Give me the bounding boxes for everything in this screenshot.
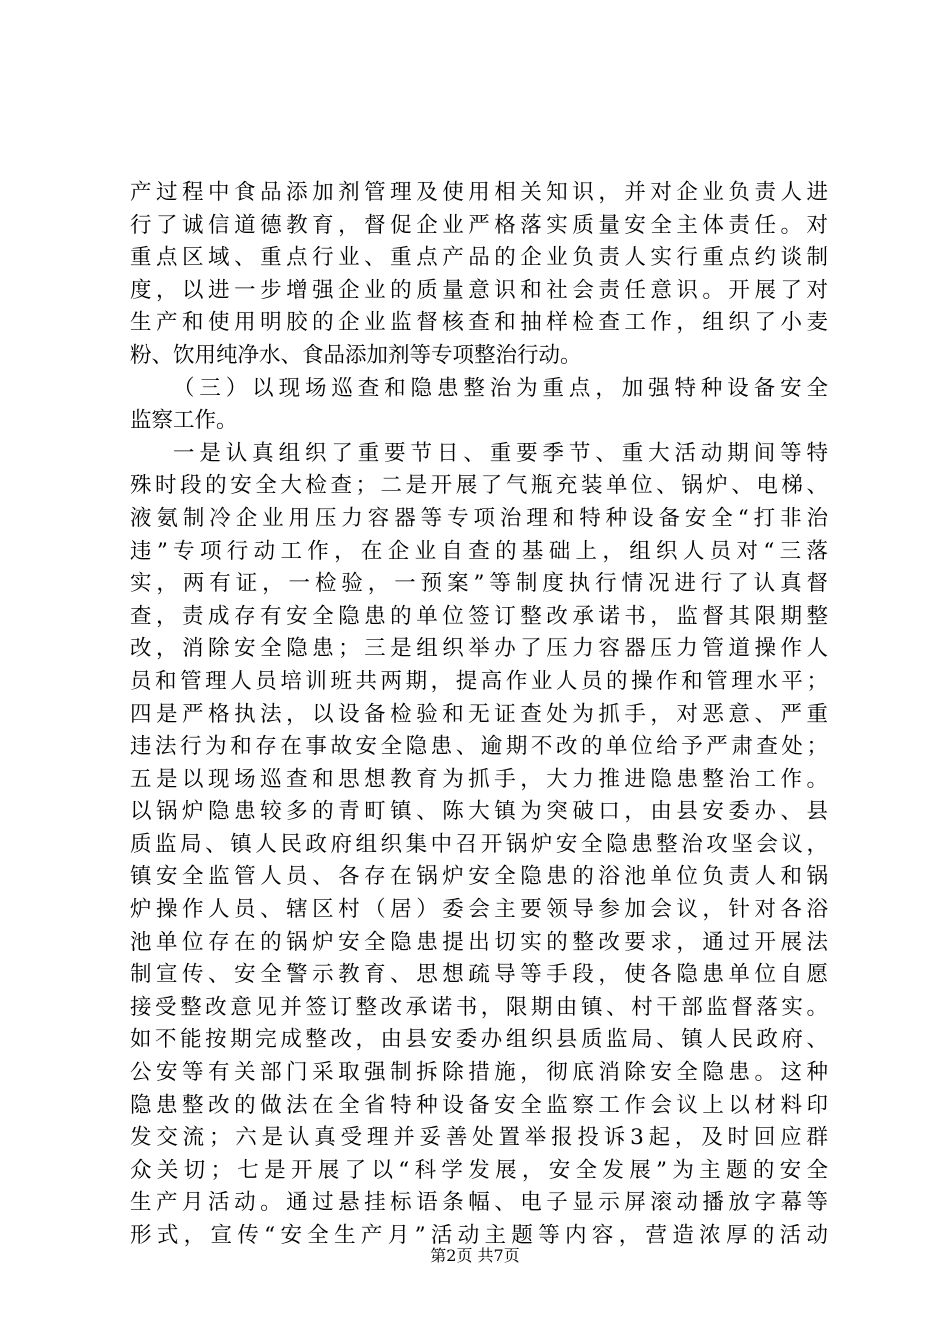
text-line: 炉操作人员、辖区村（居）委会主要领导参加会议，针对各浴 — [130, 897, 828, 923]
text-line: 制宣传、安全警示教育、思想疏导等手段，使各隐患单位自愿 — [130, 962, 828, 988]
text-line: 五是以现场巡查和思想教育为抓手，大力推进隐患整治工作。 — [130, 766, 828, 792]
text-line: 公安等有关部门采取强制拆除措施，彻底消除安全隐患。这种 — [130, 1060, 828, 1086]
text-line: 众关切；七是开展了以“科学发展，安全发展”为主题的安全 — [130, 1157, 828, 1183]
text-line: 形式，宣传“安全生产月”活动主题等内容，营造浓厚的活动 — [130, 1223, 828, 1248]
text-line: 四是严格执法，以设备检验和无证查处为抓手，对恶意、严重 — [130, 701, 828, 727]
text-line: 粉、饮用纯净水、食品添加剂等专项整治行动。 — [130, 342, 582, 368]
text-line: 改，消除安全隐患；三是组织举办了压力容器压力管道操作人 — [130, 636, 828, 662]
text-line: 镇安全监管人员、各存在锅炉安全隐患的浴池单位负责人和锅 — [130, 864, 828, 890]
text-line: 员和管理人员培训班共两期，提高作业人员的操作和管理水平； — [130, 668, 828, 694]
text-line: 产过程中食品添加剂管理及使用相关知识，并对企业负责人进 — [130, 180, 828, 205]
text-line: 行了诚信道德教育，督促企业严格落实质量安全主体责任。对 — [130, 212, 828, 238]
text-line: 实，两有证，一检验，一预案”等制度执行情况进行了认真督 — [130, 571, 828, 597]
text-line: 违”专项行动工作，在企业自查的基础上，组织人员对“三落 — [130, 538, 828, 564]
text-line: 殊时段的安全大检查；二是开展了气瓶充装单位、锅炉、电梯、 — [130, 473, 828, 499]
section-heading-line: 监察工作。 — [130, 408, 238, 434]
text-line: 池单位存在的锅炉安全隐患提出切实的整改要求，通过开展法 — [130, 929, 828, 955]
document-body — [130, 177, 828, 1253]
text-line: 生产月活动。通过悬挂标语条幅、电子显示屏滚动播放字幕等 — [130, 1190, 828, 1216]
page-number-footer: 第2页 共7页 — [430, 1246, 520, 1265]
text-line: 生产和使用明胶的企业监督核查和抽样检查工作，组织了小麦 — [130, 310, 828, 336]
text-line: 度，以进一步增强企业的质量意识和社会责任意识。开展了对 — [130, 277, 828, 303]
text-line: 违法行为和存在事故安全隐患、逾期不改的单位给予严肃查处； — [130, 734, 828, 760]
text-line: 液氨制冷企业用压力容器等专项治理和特种设备安全“打非治 — [130, 505, 828, 531]
text-line: 如不能按期完成整改，由县安委办组织县质监局、镇人民政府、 — [130, 1027, 828, 1053]
section-heading-line: （三）以现场巡查和隐患整治为重点，加强特种设备安全 — [173, 375, 828, 401]
text-line: 隐患整改的做法在全省特种设备安全监察工作会议上以材料印 — [130, 1092, 828, 1118]
text-line: 查，责成存有安全隐患的单位签订整改承诺书，监督其限期整 — [130, 603, 828, 629]
text-line: 以锅炉隐患较多的青町镇、陈大镇为突破口，由县安委办、县 — [130, 799, 828, 825]
text-line: 发交流；六是认真受理并妥善处置举报投诉3起，及时回应群 — [130, 1125, 828, 1151]
text-line: 质监局、镇人民政府组织集中召开锅炉安全隐患整治攻坚会议， — [130, 831, 828, 857]
text-line: 接受整改意见并签订整改承诺书，限期由镇、村干部监督落实。 — [130, 994, 828, 1020]
text-line: 重点区域、重点行业、重点产品的企业负责人实行重点约谈制 — [130, 245, 828, 271]
text-line: 一是认真组织了重要节日、重要季节、重大活动期间等特 — [173, 440, 828, 466]
